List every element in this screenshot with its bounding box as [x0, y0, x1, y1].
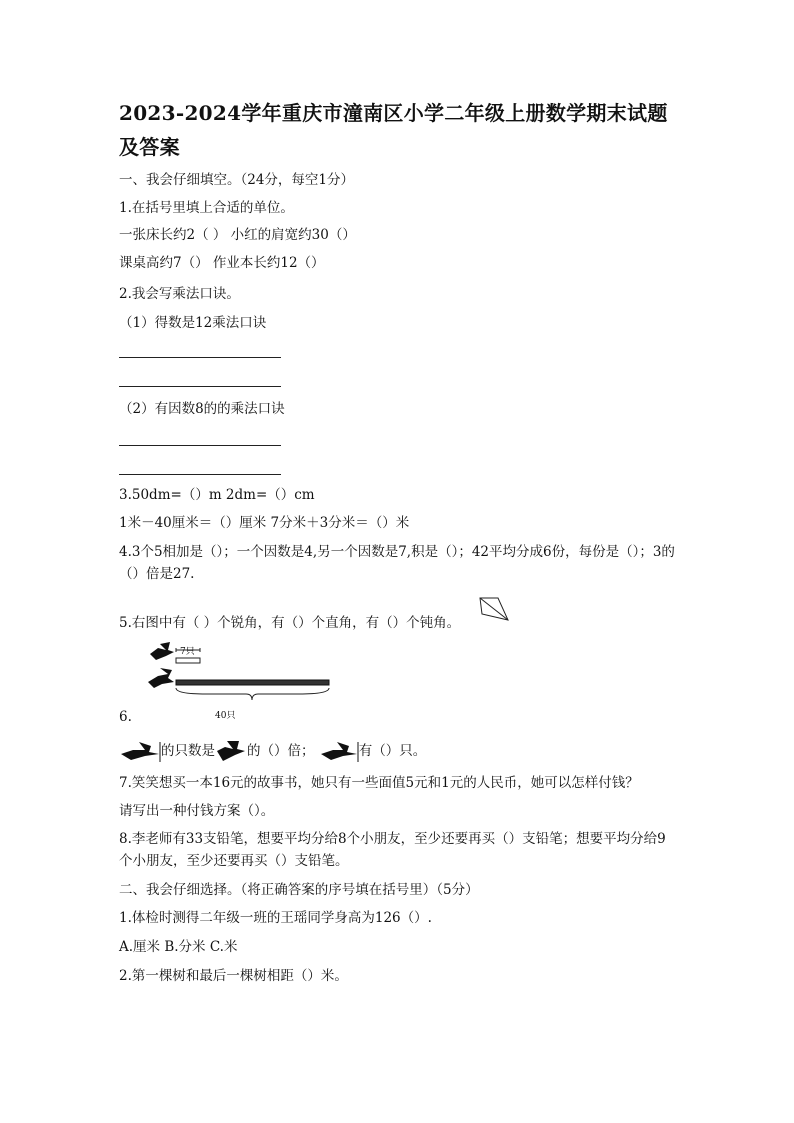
question-5: 5.右图中有（ ）个锐角，有（）个直角，有（）个钝角。 [119, 615, 461, 631]
question-8: 8.李老师有33支铅笔，想要平均分给8个小朋友，至少还要再买（）支铅笔；想要平均分给9个小朋友，至少还要再买（）支铅笔。 [119, 831, 666, 869]
question-2-part-2: （2）有因数8的的乘法口诀 [119, 401, 285, 417]
swallow-bird-icon [148, 668, 174, 688]
magpie-bird-icon [150, 642, 174, 660]
question-3-line-b: 1米－40厘米＝（）厘米 7分米＋3分米＝（）米 [119, 515, 410, 531]
bar-top-label: 7只 [180, 647, 195, 657]
question-1: 1.在括号里填上合适的单位。 [119, 200, 294, 216]
section-2-question-1-options: A.厘米 B.分米 C.米 [119, 939, 238, 955]
question-6-text-part-3: 有（）只。 [358, 743, 427, 759]
answer-blank-line [119, 386, 281, 387]
swallow-bird-icon [319, 740, 359, 764]
answer-blank-line [119, 474, 281, 475]
question-4: 4.3个5相加是（）；一个因数是4,另一个因数是7,积是（）；42平均分成6份，每份是（）；3的（）倍是27. [119, 544, 675, 582]
question-6-number: 6. [119, 709, 132, 725]
question-7-line-a: 7.笑笑想买一本16元的故事书，她只有一些面值5元和1元的人民币，她可以怎样付钱？ [119, 775, 639, 791]
section-1-header: 一、我会仔细填空。（24分，每空1分） [119, 172, 355, 188]
triangle-figure-icon [478, 596, 510, 624]
answer-blank-line [119, 445, 281, 446]
question-3-line-a: 3.50dm=（）m 2dm=（）cm [119, 487, 315, 503]
question-1-line-b: 课桌高约7（） 作业本长约12（） [119, 255, 325, 271]
question-7-line-b: 请写出一种付钱方案（）。 [119, 803, 275, 819]
answer-blank-line [119, 357, 281, 358]
section-2-header: 二、我会仔细选择。（将正确答案的序号填在括号里）（5分） [119, 882, 479, 898]
question-6-text-part-1: 的只数是 [161, 743, 215, 759]
section-2-question-1: 1.体检时测得二年级一班的王瑶同学身高为126（）. [119, 910, 432, 926]
question-6-text [119, 738, 426, 765]
document-title: 2023-2024学年重庆市潼南区小学二年级上册数学期末试题及答案 [119, 101, 668, 159]
question-1-line-a: 一张床长约2（ ） 小红的肩宽约30（） [119, 227, 356, 243]
section-2-question-2: 2.第一棵树和最后一棵树相距（）米。 [119, 968, 348, 984]
question-6-text-part-2: 的（）倍； [247, 743, 315, 759]
bird-bar-diagram [146, 638, 336, 716]
magpie-bird-icon [215, 739, 247, 765]
swallow-bird-icon [119, 740, 161, 764]
question-2: 2.我会写乘法口诀。 [119, 286, 240, 302]
bar-bottom-label: 40只 [215, 711, 236, 721]
question-2-part-1: （1）得数是12乘法口诀 [119, 315, 267, 331]
